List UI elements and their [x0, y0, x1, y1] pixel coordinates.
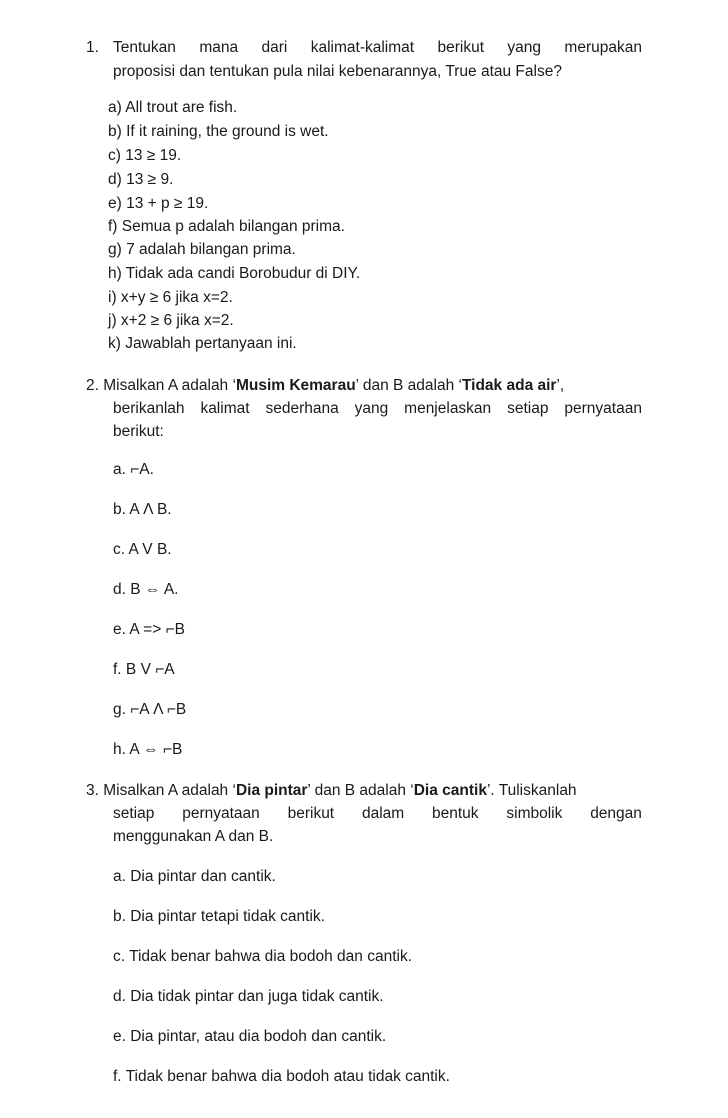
q3-word: pernyataan: [182, 805, 260, 822]
q1-number: 1.: [86, 39, 99, 56]
q2-mid: ’ dan B adalah ‘: [355, 377, 462, 394]
q2-word: berikanlah: [113, 400, 185, 417]
q3-word: bentuk: [432, 805, 479, 822]
q2-suffix: ’,: [556, 377, 565, 394]
q3-line1: [86, 781, 577, 801]
q3-item-e: e. Dia pintar, atau dia bodoh dan cantik.: [113, 1028, 387, 1045]
q1-word: merupakan: [564, 39, 642, 56]
q2-line3: berikut:: [113, 423, 164, 440]
q2-item-h: h. A ⇔ ⌐B: [113, 741, 183, 758]
q2-item-c: c. A V B.: [113, 541, 172, 558]
q1-word: kalimat-kalimat: [310, 39, 415, 56]
q1-item-c: c) 13 ≥ 19.: [108, 147, 182, 164]
q1-item-j: j) x+2 ≥ 6 jika x=2.: [108, 312, 234, 329]
q3-word: berikut: [287, 805, 335, 822]
q1-item-i: i) x+y ≥ 6 jika x=2.: [108, 289, 233, 306]
q1-word: mana: [199, 39, 239, 56]
q2-item-d: d. B ⇔ A.: [113, 581, 179, 598]
q3-bold-a: Dia pintar: [235, 782, 308, 799]
q2-word: sederhana: [265, 400, 339, 417]
q2-item-f: f. B V ⌐A: [113, 661, 175, 678]
q2-line2: [113, 399, 642, 419]
q1-item-e: e) 13 + p ≥ 19.: [108, 195, 209, 212]
q1-word: yang: [507, 39, 542, 56]
q3-mid: ’ dan B adalah ‘: [307, 782, 414, 799]
q2-word: pernyataan: [564, 400, 642, 417]
q3-item-d: d. Dia tidak pintar dan juga tidak cantik.: [113, 988, 384, 1005]
q1-item-a: a) All trout are fish.: [108, 99, 238, 116]
q2-line1: [86, 376, 642, 396]
q1-item-f: f) Semua p adalah bilangan prima.: [108, 218, 345, 235]
q3-word: dalam: [361, 805, 405, 822]
q1-item-b: b) If it raining, the ground is wet.: [108, 123, 329, 140]
q2-item-e: e. A => ⌐B: [113, 621, 185, 638]
q2-word: kalimat: [200, 400, 250, 417]
q2-word: menjelaskan: [404, 400, 492, 417]
q2-item-a: a. ⌐A.: [113, 461, 154, 478]
q3-item-a: a. Dia pintar dan cantik.: [113, 868, 276, 885]
q2-item-g: g. ⌐A Λ ⌐B: [113, 701, 187, 718]
q2-bold-b: Tidak ada air: [461, 377, 557, 394]
q1-item-g: g) 7 adalah bilangan prima.: [108, 241, 296, 258]
q2-word: setiap: [507, 400, 549, 417]
q2-prefix: 2. Misalkan A adalah ‘: [86, 377, 236, 394]
q1-item-k: k) Jawablah pertanyaan ini.: [108, 335, 297, 352]
q1-item-d: d) 13 ≥ 9.: [108, 171, 174, 188]
q2-bold-a: Musim Kemarau: [235, 377, 356, 394]
q3-line2: [113, 804, 642, 824]
q1-line1: [113, 38, 642, 58]
q2-item-b: b. A Λ B.: [113, 501, 172, 518]
q3-prefix: 3. Misalkan A adalah ‘: [86, 782, 236, 799]
q1-word: Tentukan: [113, 39, 176, 56]
q2-word: yang: [354, 400, 389, 417]
q1-word: berikut: [437, 39, 485, 56]
q1-line2: proposisi dan tentukan pula nilai kebenarannya, True atau False?: [113, 63, 562, 80]
q3-bold-b: Dia cantik: [413, 782, 487, 799]
q3-line3: menggunakan A dan B.: [113, 828, 274, 845]
q3-item-f: f. Tidak benar bahwa dia bodoh atau tidak cantik.: [113, 1068, 450, 1085]
q3-item-b: b. Dia pintar tetapi tidak cantik.: [113, 908, 325, 925]
q3-word: setiap: [113, 805, 155, 822]
q3-word: dengan: [590, 805, 642, 822]
q3-suffix: ’. Tuliskanlah: [486, 782, 577, 799]
q3-word: simbolik: [506, 805, 563, 822]
q1-word: dari: [261, 39, 288, 56]
q3-item-c: c. Tidak benar bahwa dia bodoh dan cantik.: [113, 948, 413, 965]
q1-item-h: h) Tidak ada candi Borobudur di DIY.: [108, 265, 361, 282]
